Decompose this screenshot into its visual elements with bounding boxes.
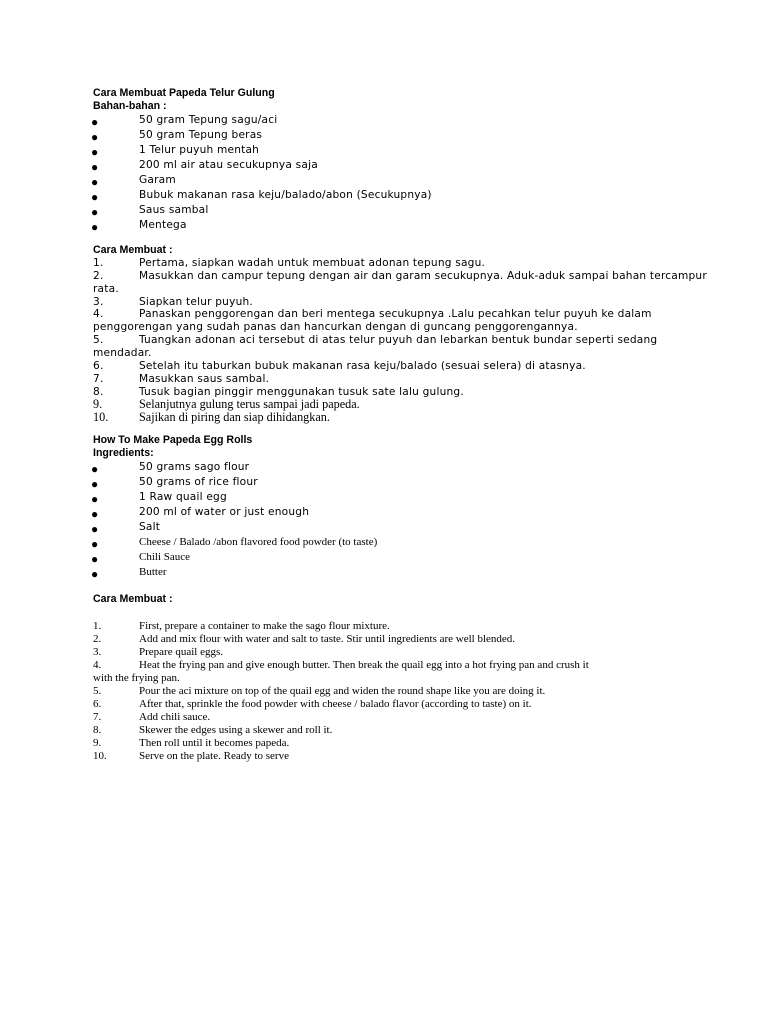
bullet-icon: ● — [91, 130, 99, 144]
step-number: 2. — [93, 633, 102, 645]
step-number: 4. — [93, 659, 102, 671]
list-item: 200 ml air atau secukupnya saja — [139, 159, 318, 171]
bullet-icon: ● — [91, 537, 99, 551]
step-number: 5. — [93, 334, 104, 346]
bullet-icon: ● — [91, 190, 99, 204]
steps-heading-id: Cara Membuat : — [93, 244, 173, 256]
list-item: Cheese / Balado /abon flavored food powder (to taste) — [139, 536, 378, 548]
list-item: Bubuk makanan rasa keju/balado/abon (Secukupnya) — [139, 189, 432, 201]
step-text: Prepare quail eggs. — [139, 646, 223, 658]
step-text: Setelah itu taburkan bubuk makanan rasa keju/balado (sesuai selera) di atasnya. — [139, 360, 586, 372]
list-item: 50 gram Tepung beras — [139, 129, 263, 141]
step-text: First, prepare a container to make the sago flour mixture. — [139, 620, 390, 632]
recipe-title-en: How To Make Papeda Egg Rolls — [93, 434, 253, 446]
step-number: 9. — [93, 737, 102, 749]
bullet-icon: ● — [91, 145, 99, 159]
step-number: 7. — [93, 711, 102, 723]
step-number: 1. — [93, 257, 104, 269]
step-text: After that, sprinkle the food powder with cheese / balado flavor (according to taste) on it. — [139, 698, 532, 710]
step-number: 8. — [93, 386, 104, 398]
step-text: Masukkan saus sambal. — [139, 373, 270, 385]
step-number: 2. — [93, 270, 104, 282]
step-text: Panaskan penggorengan dan beri mentega secukupnya .Lalu pecahkan telur puyuh ke dalam — [139, 308, 652, 320]
step-number: 9. — [93, 397, 103, 411]
bullet-icon: ● — [91, 115, 99, 129]
bullet-icon: ● — [91, 552, 99, 566]
list-item: Mentega — [139, 219, 187, 231]
recipe-title-id: Cara Membuat Papeda Telur Gulung — [93, 87, 275, 99]
step-text: Add and mix flour with water and salt to taste. Stir until ingredients are well blended. — [139, 633, 516, 645]
ingredients-heading-en: Ingredients: — [93, 447, 154, 459]
list-item: 50 gram Tepung sagu/aci — [139, 114, 278, 126]
step-number: 6. — [93, 698, 102, 710]
list-item: 1 Telur puyuh mentah — [139, 144, 260, 156]
step-text: Tuangkan adonan aci tersebut di atas telur puyuh dan lebarkan bentuk bundar seperti sedang — [139, 334, 658, 346]
step-number: 3. — [93, 296, 104, 308]
list-item: Salt — [139, 521, 161, 533]
list-item: Saus sambal — [139, 204, 209, 216]
step-text: Skewer the edges using a skewer and roll it. — [139, 724, 333, 736]
step-number: 7. — [93, 373, 104, 385]
step-number: 6. — [93, 360, 104, 372]
bullet-icon: ● — [91, 175, 99, 189]
steps-heading-en: Cara Membuat : — [93, 593, 173, 605]
list-item: Garam — [139, 174, 176, 186]
step-text: Pertama, siapkan wadah untuk membuat adonan tepung sagu. — [139, 257, 486, 269]
bullet-icon: ● — [91, 220, 99, 234]
step-text: Add chili sauce. — [139, 711, 211, 723]
step-number: 1. — [93, 620, 102, 632]
step-text-continued: with the frying pan. — [93, 672, 180, 684]
step-text-continued: penggorengan yang sudah panas dan hancurkan dengan di guncang penggorengannya. — [93, 321, 578, 333]
step-text: Siapkan telur puyuh. — [139, 296, 253, 308]
step-text: Serve on the plate. Ready to serve — [139, 750, 289, 762]
list-item: Butter — [139, 566, 167, 578]
bullet-icon: ● — [91, 567, 99, 581]
step-text: Tusuk bagian pinggir menggunakan tusuk sate lalu gulung. — [139, 386, 464, 398]
bullet-icon: ● — [91, 507, 99, 521]
step-number: 3. — [93, 646, 102, 658]
step-text: Heat the frying pan and give enough butter. Then break the quail egg into a hot frying pan and crush it — [139, 659, 589, 671]
step-text: Then roll until it becomes papeda. — [139, 737, 290, 749]
list-item: 200 ml of water or just enough — [139, 506, 310, 518]
bullet-icon: ● — [91, 522, 99, 536]
step-text: Pour the aci mixture on top of the quail egg and widen the round shape like you are doing it. — [139, 685, 546, 697]
list-item: 1 Raw quail egg — [139, 491, 227, 503]
ingredients-heading-id: Bahan-bahan : — [93, 100, 167, 112]
list-item: 50 grams of rice flour — [139, 476, 258, 488]
list-item: Chili Sauce — [139, 551, 191, 563]
step-text: Sajikan di piring dan siap dihidangkan. — [139, 410, 330, 424]
step-number: 10. — [93, 410, 109, 424]
bullet-icon: ● — [91, 160, 99, 174]
bullet-icon: ● — [91, 477, 99, 491]
step-number: 8. — [93, 724, 102, 736]
step-text: Selanjutnya gulung terus sampai jadi papeda. — [139, 397, 360, 411]
step-number: 10. — [93, 750, 107, 762]
step-text: Masukkan dan campur tepung dengan air dan garam secukupnya. Aduk-aduk sampai bahan tercampur — [139, 270, 707, 282]
list-item: 50 grams sago flour — [139, 461, 250, 473]
step-text-continued: mendadar. — [93, 347, 152, 359]
bullet-icon: ● — [91, 462, 99, 476]
bullet-icon: ● — [91, 492, 99, 506]
step-number: 5. — [93, 685, 102, 697]
step-text-continued: rata. — [93, 283, 119, 295]
step-number: 4. — [93, 308, 104, 320]
bullet-icon: ● — [91, 205, 99, 219]
